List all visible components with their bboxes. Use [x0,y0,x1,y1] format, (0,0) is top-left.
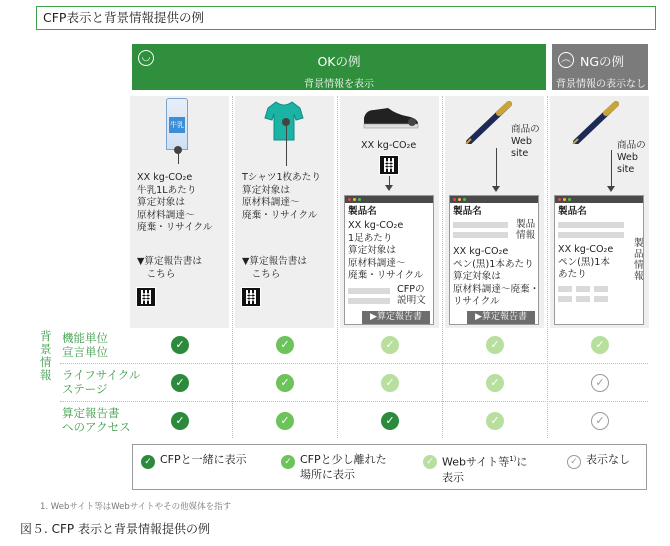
row-label-report-access: 算定報告書 へのアクセス [62,406,131,434]
figure-title: CFP表示と背景情報提供の例 [43,10,204,25]
browser-cfp-text: XX kg-CO₂e 1足あたり 算定対象は 原材料調達～ 廃棄・リサイクル [348,220,424,282]
arrow-down-icon [385,185,393,191]
legend [132,444,647,490]
row-divider [60,363,648,364]
placeholder-bar [576,296,590,302]
check-light-icon: ✓ [486,412,504,430]
background-info-side-label: 背 景 情 報 [40,329,52,382]
row-label-functional-unit: 機能単位 宣言単位 [62,331,108,359]
legend-outline-label: 表示なし [586,453,630,466]
carton-label: 牛乳 [169,117,185,133]
milk-report-link-text: ▼算定報告書は こちら [137,256,202,280]
check-outline-icon: ✓ [567,455,581,469]
check-light-icon: ✓ [423,455,437,469]
browser-titlebar [345,196,433,203]
column-divider [337,96,338,438]
legend-mid-label: CFPと少し離れた 場所に表示 [300,453,387,481]
qr-code-icon[interactable] [242,288,260,306]
product-info-label: 製品 情報 [516,219,536,241]
ok-header-title: OKの例 [317,54,361,69]
check-light-icon: ✓ [591,336,609,354]
smile-icon: ◡ [138,50,154,66]
tshirt-report-link-text: ▼算定報告書は こちら [242,256,307,280]
legend-light-label [442,452,527,485]
check-light-icon: ✓ [381,336,399,354]
check-dark-icon: ✓ [171,374,189,392]
pointer-dot [408,118,416,126]
check-mid-icon: ✓ [276,412,294,430]
placeholder-bar [453,222,508,228]
check-dark-icon: ✓ [141,455,155,469]
placeholder-bar [348,288,390,294]
placeholder-bar [594,286,608,292]
check-light-icon: ✓ [486,336,504,354]
milk-cfp-text: XX kg-CO₂e 牛乳1Lあたり 算定対象は 原材料調達～ 廃棄・リサイクル [137,172,213,234]
qr-code-icon[interactable] [380,156,398,174]
ng-header-subtitle: 背景情報の表示なし [556,79,646,90]
legend-light-rest: に 表示 [442,455,528,484]
milk-carton-icon [166,98,188,150]
check-light-icon: ✓ [486,374,504,392]
pointer-line [178,150,179,164]
legend-dark-label: CFPと一緒に表示 [160,453,247,466]
report-button[interactable]: ▶算定報告書 [467,311,535,324]
placeholder-bar [558,232,624,238]
qr-code-icon[interactable] [137,288,155,306]
check-mid-icon: ✓ [276,374,294,392]
ok-header-subtitle: 背景情報を表示 [304,79,374,90]
placeholder-bar [576,286,590,292]
tshirt-cfp-text: Tシャツ1枚あたり 算定対象は 原材料調達～ 廃棄・リサイクル [242,172,321,221]
pointer-line [286,122,287,166]
ng-example-header [552,44,648,90]
frown-icon: ︵ [558,52,574,68]
ok-example-header [132,44,546,90]
browser-product-name: 製品名 [348,206,377,217]
check-light-icon: ✓ [381,374,399,392]
arrow-down-icon [492,186,500,192]
check-outline-icon: ✓ [591,412,609,430]
browser-cfp-text: XX kg-CO₂e ペン(黒)1本 あたり [558,244,614,281]
column-divider [442,96,443,438]
placeholder-bar [558,296,572,302]
legend-light-main: Webサイト等 [442,455,510,469]
footnote: 1. Webサイト等はWebサイトやその他媒体を指す [40,502,232,512]
check-mid-icon: ✓ [281,455,295,469]
placeholder-bar [558,222,624,228]
placeholder-bar [594,296,608,302]
browser-titlebar [450,196,538,203]
browser-titlebar [555,196,643,203]
product-website-label: 商品の Web site [617,140,646,175]
product-website-label: 商品の Web site [511,124,540,159]
shoe-cfp-text: XX kg-CO₂e [361,140,417,151]
product-info-label: 製 品 情 報 [634,238,644,282]
pen-icon [572,100,620,144]
pointer-line [611,150,612,188]
pen-icon [465,100,513,144]
browser-cfp-text: XX kg-CO₂e ペン(黒)1本あたり 算定対象は 原材料調達～廃棄・ リサイクル [453,246,540,308]
placeholder-bar [348,298,390,304]
placeholder-bar [453,232,508,238]
check-dark-icon: ✓ [381,412,399,430]
report-button[interactable]: ▶算定報告書 [362,311,430,324]
check-mid-icon: ✓ [276,336,294,354]
figure-caption: 図５. CFP 表示と背景情報提供の例 [20,522,210,536]
check-outline-icon: ✓ [591,374,609,392]
column-divider [232,96,233,438]
column-divider [547,96,548,438]
browser-product-name: 製品名 [558,206,587,217]
cfp-explanation-label: CFPの 説明文 [397,284,426,306]
check-dark-icon: ✓ [171,412,189,430]
pointer-line [496,148,497,188]
ng-header-title: NGの例 [580,54,625,69]
shoe-icon [362,104,420,130]
footnote-ref: 1) [509,455,517,463]
row-label-lifecycle: ライフサイクル ステージ [62,368,141,396]
browser-product-name: 製品名 [453,206,482,217]
figure-title-box [36,6,656,30]
row-divider [60,401,648,402]
placeholder-bar [558,286,572,292]
arrow-down-icon [607,186,615,192]
check-dark-icon: ✓ [171,336,189,354]
